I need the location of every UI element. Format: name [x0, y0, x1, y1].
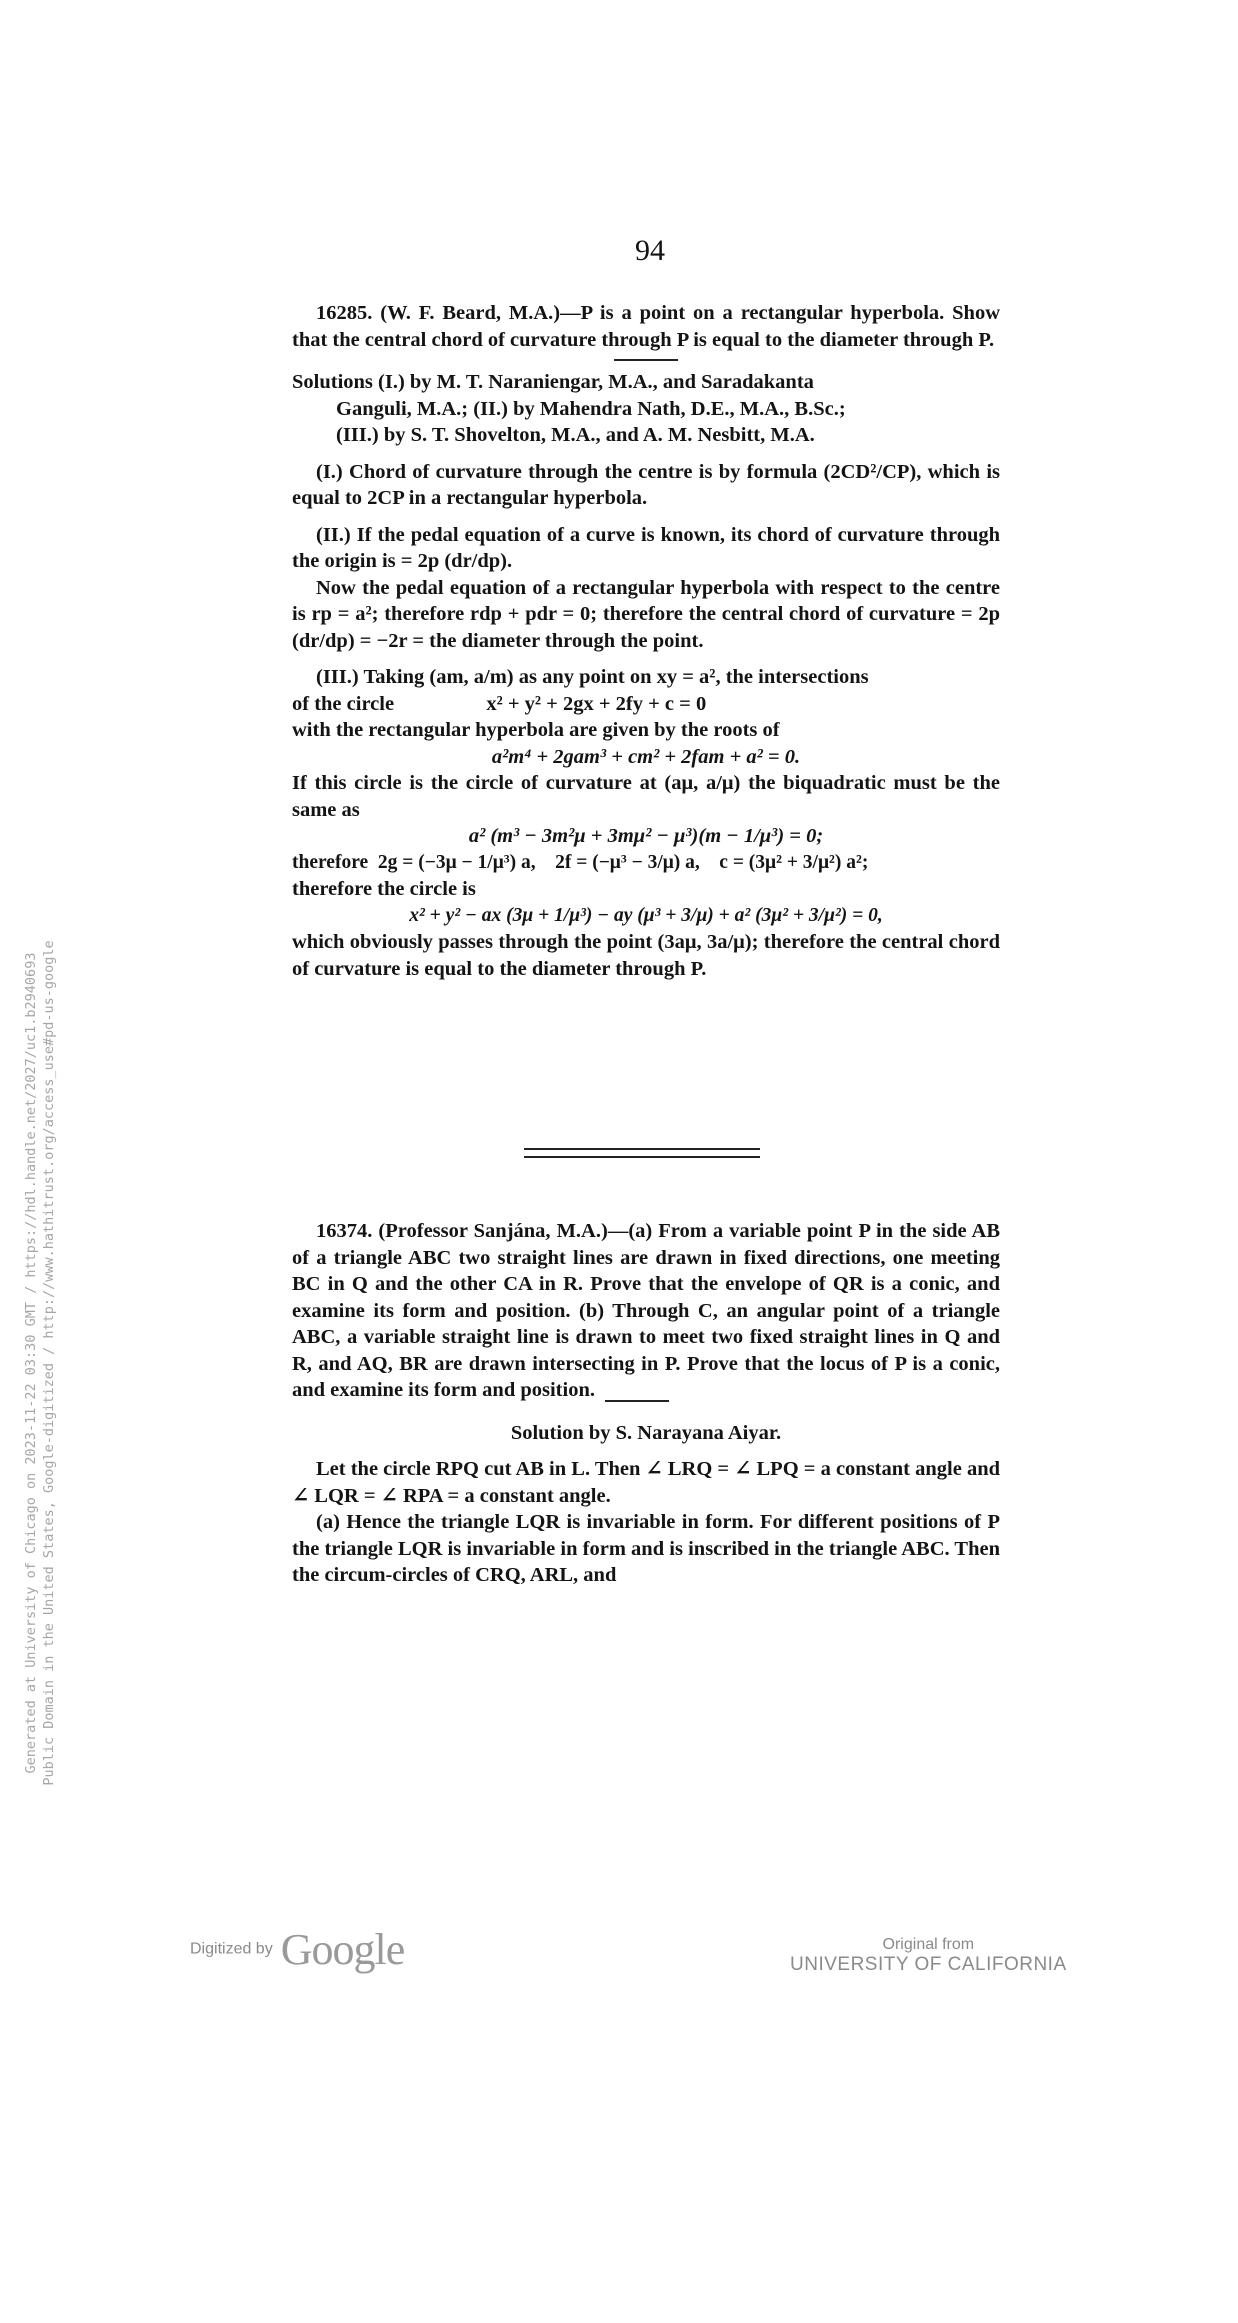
solutions-credit-line-2: Ganguli, M.A.; (II.) by Mahendra Nath, D.E., M.A., B.Sc.; [336, 397, 846, 420]
original-from-label: Original from [882, 1936, 975, 1953]
problem-text: (W. F. Beard, M.A.)—P is a point on a rectangular hyperbola. Show that the central chord of curvature through P is equal to the diameter through P. [292, 302, 1001, 351]
solution-part-3-conclusion: which obviously passes through the point (3aμ, 3a/μ); therefore the central chord of curvature is equal to the diameter through P. [292, 931, 1000, 980]
solution-paragraph-2: (a) Hence the triangle LQR is invariable in form. For different positions of P the triangle LQR is invariable in form and is inscribed in the triangle ABC. Then the circum-circles of CRQ, ARL, and [292, 1511, 1000, 1586]
solution-part-3-with: with the rectangular hyperbola are given by the roots of [292, 719, 780, 741]
solution-part-3-intro: (III.) Taking (am, a/m) as any point on xy = a², the intersections [316, 666, 869, 688]
digitized-by-label: Digitized by [190, 1940, 273, 1958]
solutions-credit-line-3: (III.) by S. T. Shovelton, M.A., and A. M. Nesbitt, M.A. [336, 424, 815, 446]
problem-16374 [292, 1218, 1000, 1589]
section-rule [605, 1400, 669, 1402]
institution-name: UNIVERSITY OF CALIFORNIA [790, 1954, 1067, 1975]
solution-part-1: (I.) Chord of curvature through the centre is by formula (2CD²/CP), which is equal to 2CP in a rectangular hyperbola. [292, 460, 1000, 509]
section-rule [614, 359, 678, 361]
double-rule-divider [524, 1148, 760, 1158]
original-from [790, 1936, 1067, 1976]
solution-part-3-if: If this circle is the circle of curvature at (aμ, a/μ) the biquadratic must be the same as [292, 772, 1000, 821]
digitized-by-google [190, 1924, 404, 1975]
watermark-line-1: Generated at University of Chicago on 2023-11-22 03:30 GMT / https://hdl.handle.net/2027/uc1.b2940693 [23, 952, 39, 1774]
watermark-line-2: Public Domain in the United States, Google-digitized / http://www.hathitrust.org/access_use#pd-us-google [41, 940, 57, 1786]
equation-2: a² (m³ − 3m²μ + 3mμ² − μ³)(m − 1/μ³) = 0; [468, 825, 824, 847]
google-logo: Google [280, 1925, 405, 1974]
solution-part-3-therefore: therefore 2g = (−3μ − 1/μ³) a, 2f = (−μ³ − 3/μ) a, c = (3μ² + 3/μ²) a²; [292, 851, 869, 873]
problem-statement [292, 300, 1000, 353]
solution-part-2a: (II.) If the pedal equation of a curve is known, its chord of curvature through the origin is = 2p (dr/dp). [292, 523, 1000, 572]
solution-part-2b: Now the pedal equation of a rectangular hyperbola with respect to the centre is rp = a²; therefore rdp + pdr = 0; therefore the central chord of curvature = 2p (dr/dp) = −2r = the diameter through the point. [292, 576, 1000, 652]
problem-number: 16374. [316, 1220, 373, 1242]
access-watermark [22, 403, 58, 2323]
solutions-credit-line-1: Solutions (I.) by M. T. Naraniengar, M.A., and Saradakanta [292, 371, 814, 393]
solution-paragraph-1: Let the circle RPQ cut AB in L. Then ∠ LRQ = ∠ LPQ = a constant angle and ∠ LQR = ∠ RPA = a constant angle. [292, 1458, 1000, 1507]
problem-text: (Professor Sanjána, M.A.)—(a) From a variable point P in the side AB of a triangle ABC two straight lines are drawn in fixed directions, one meeting BC in Q and the other CA in R. Prove that the envelope of QR is a conic, and examine its form and position. (b) Through C, an angular point of a triangle ABC, a variable straight line is drawn to meet two fixed straight lines in Q and R, and AQ, BR are drawn intersecting in P. Prove that the locus of P is a conic, and examine its form and position. [292, 1220, 1001, 1401]
page-number: 94 [635, 234, 665, 267]
solution-heading: Solution by S. Narayana Aiyar. [510, 1421, 782, 1444]
problem-number: 16285. [316, 302, 373, 324]
equation-3: x² + y² − ax (3μ + 1/μ³) − ay (μ³ + 3/μ) + a² (3μ² + 3/μ²) = 0, [409, 904, 883, 926]
problem-16285 [292, 300, 1000, 982]
problem-statement [292, 1218, 1000, 1404]
equation-1: a²m⁴ + 2gam³ + cm² + 2fam + a² = 0. [491, 745, 801, 768]
solution-part-3-circle-is: therefore the circle is [292, 878, 476, 900]
solution-part-3-circle: of the circle x² + y² + 2gx + 2fy + c = 0 [292, 692, 707, 715]
